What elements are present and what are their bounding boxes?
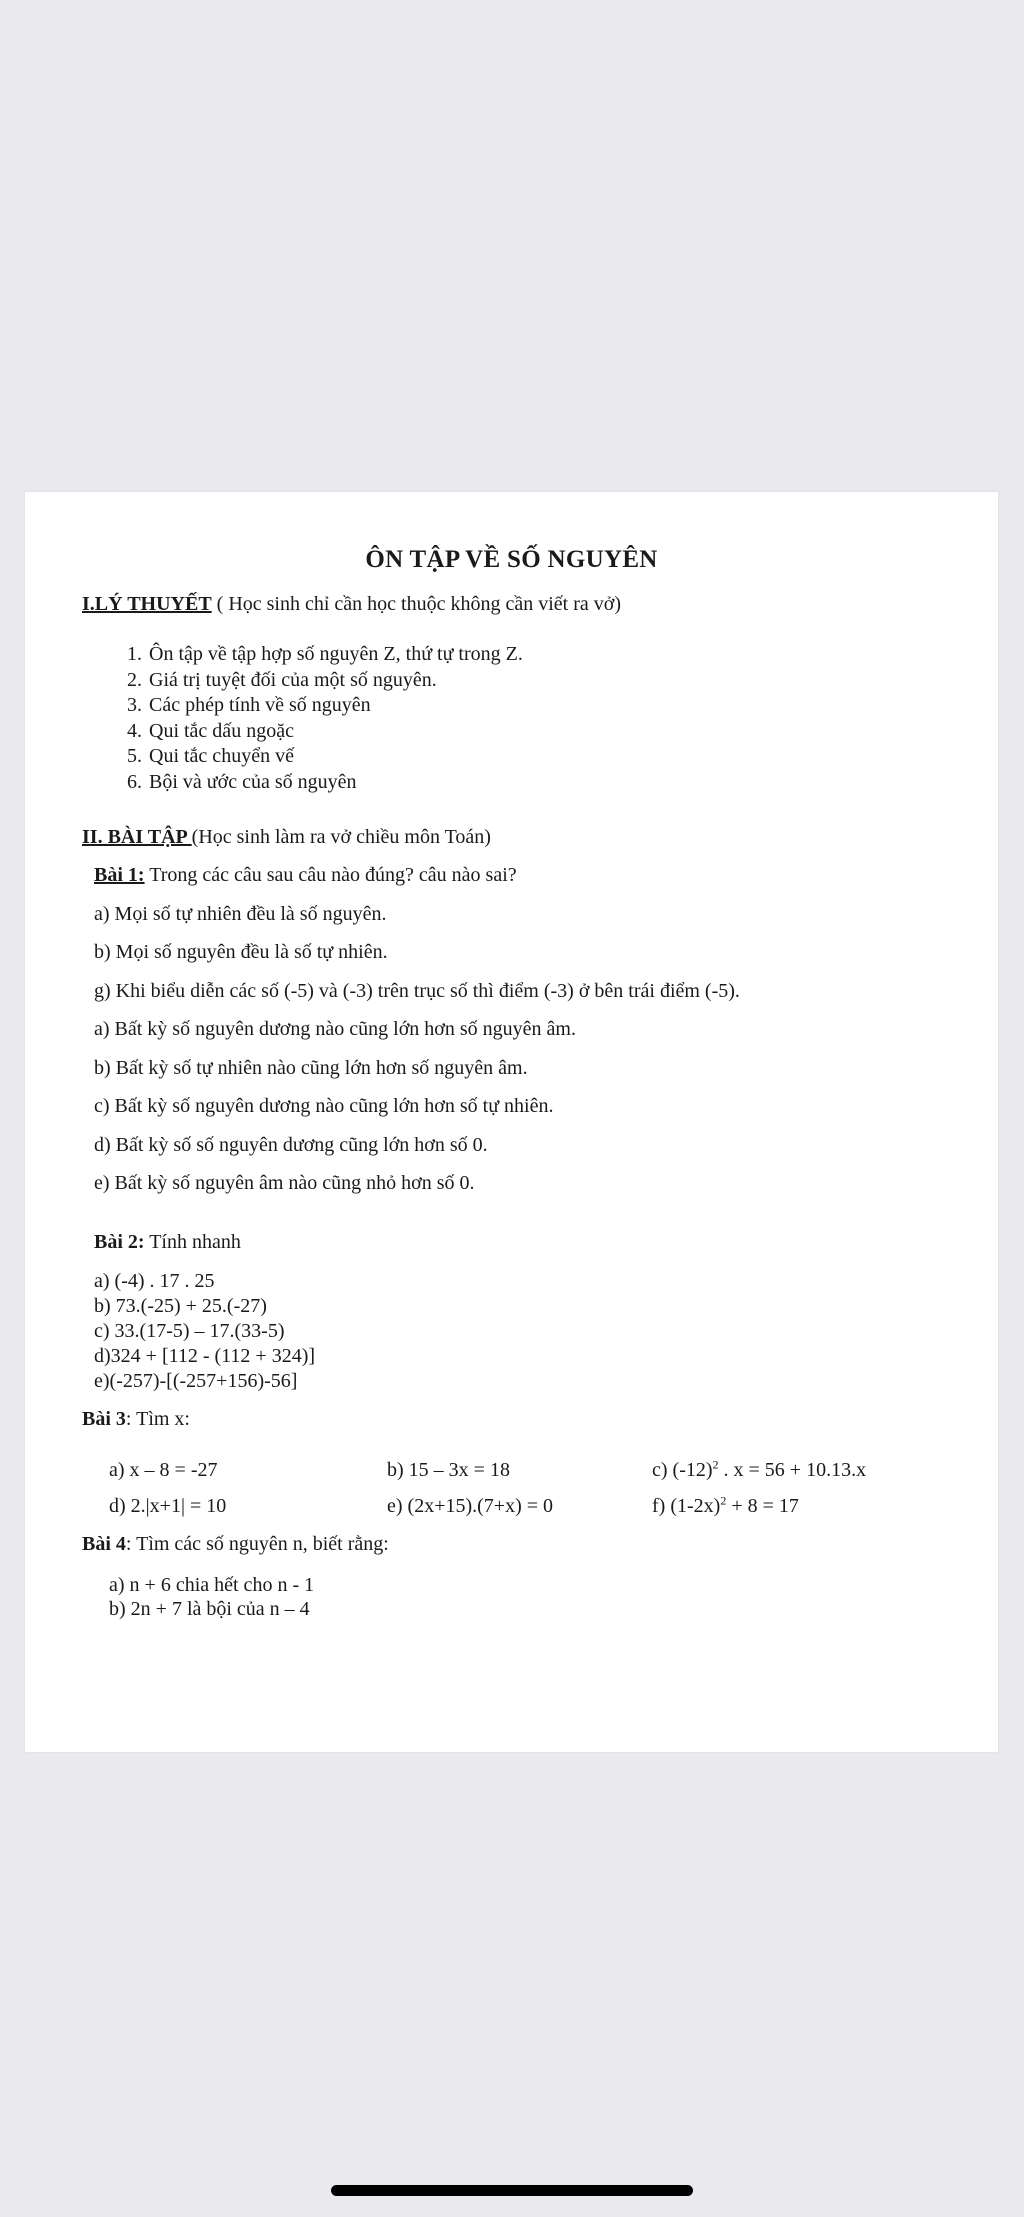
exercises-note: (Học sinh làm ra vở chiều môn Toán): [191, 826, 491, 848]
list-item: 2. Giá trị tuyệt đối của một số nguyên.: [147, 668, 523, 694]
bai3-prompt: : Tìm x:: [125, 1408, 190, 1430]
bai3-item-c-base: c) (-12): [652, 1459, 713, 1481]
bai1-prompt: Trong các câu sau câu nào đúng? câu nào sai?: [144, 864, 517, 886]
bai3-item-c: [652, 1459, 866, 1482]
bai3-item-f-exponent: 2: [720, 1493, 727, 1508]
bai2-prompt: Tính nhanh: [144, 1231, 241, 1253]
list-item: a) Bất kỳ số nguyên dương nào cũng lớn hơn số nguyên âm.: [94, 1018, 576, 1040]
bai3-item-f-rest: + 8 = 17: [726, 1495, 799, 1517]
exercises-heading: II. BÀI TẬP: [82, 826, 192, 848]
list-item: b) Bất kỳ số tự nhiên nào cũng lớn hơn số nguyên âm.: [94, 1057, 528, 1079]
bai3-item-a: a) x – 8 = -27: [109, 1459, 218, 1481]
bai3-label: Bài 3: [82, 1408, 126, 1430]
bai2-label: Bài 2:: [94, 1231, 145, 1253]
list-item: b) 73.(-25) + 25.(-27): [94, 1295, 267, 1317]
list-item: d) Bất kỳ số số nguyên dương cũng lớn hơn số 0.: [94, 1134, 488, 1156]
bai3-item-d: d) 2.|x+1| = 10: [109, 1495, 227, 1517]
list-item: 1. Ôn tập về tập hợp số nguyên Z, thứ tự trong Z.: [147, 642, 523, 668]
theory-note: ( Học sinh chỉ cần học thuộc không cần viết ra vở): [216, 593, 622, 615]
list-item: e)(-257)-[(-257+156)-56]: [94, 1370, 298, 1392]
bai3-item-c-exponent: 2: [712, 1457, 719, 1472]
bai3-item-b: b) 15 – 3x = 18: [387, 1459, 510, 1481]
list-item: c) Bất kỳ số nguyên dương nào cũng lớn hơn số tự nhiên.: [94, 1095, 554, 1117]
exercises-heading-line: [82, 826, 491, 849]
document-title: ÔN TẬP VỀ SỐ NGUYÊN: [365, 546, 658, 573]
list-item: 4. Qui tắc dấu ngoặc: [147, 719, 523, 745]
list-item: a) (-4) . 17 . 25: [94, 1270, 215, 1292]
bai1-heading: [94, 864, 517, 887]
theory-heading: I.LÝ THUYẾT: [82, 593, 212, 615]
document-page: [25, 492, 998, 1752]
list-item: 6. Bội và ước của số nguyên: [147, 770, 523, 796]
list-item: 3. Các phép tính về số nguyên: [147, 693, 523, 719]
list-item: e) Bất kỳ số nguyên âm nào cũng nhỏ hơn số 0.: [94, 1172, 475, 1194]
list-item: b) 2n + 7 là bội của n – 4: [109, 1598, 310, 1620]
bai1-label: Bài 1:: [94, 864, 145, 886]
list-item: d)324 + [112 - (112 + 324)]: [94, 1345, 316, 1367]
theory-heading-line: [82, 593, 621, 616]
bai3-item-c-rest: . x = 56 + 10.13.x: [718, 1459, 867, 1481]
list-item: a) n + 6 chia hết cho n - 1: [109, 1574, 315, 1596]
bai4-prompt: : Tìm các số nguyên n, biết rằng:: [125, 1533, 389, 1555]
home-indicator[interactable]: [331, 2185, 693, 2196]
bai4-label: Bài 4: [82, 1533, 126, 1555]
list-item: 5. Qui tắc chuyển vế: [147, 744, 523, 770]
list-item: g) Khi biểu diễn các số (-5) và (-3) trên trục số thì điểm (-3) ở bên trái điểm (-5).: [94, 980, 740, 1002]
bai3-item-f-base: f) (1-2x): [652, 1495, 721, 1517]
list-item: a) Mọi số tự nhiên đều là số nguyên.: [94, 903, 387, 925]
bai3-item-f: [652, 1495, 799, 1518]
list-item: c) 33.(17-5) – 17.(33-5): [94, 1320, 285, 1342]
bai3-heading: [82, 1408, 190, 1431]
theory-list: [107, 642, 523, 795]
list-item: b) Mọi số nguyên đều là số tự nhiên.: [94, 941, 388, 963]
bai4-heading: [82, 1533, 389, 1556]
bai2-heading: [94, 1231, 241, 1254]
bai3-item-e: e) (2x+15).(7+x) = 0: [387, 1495, 554, 1517]
